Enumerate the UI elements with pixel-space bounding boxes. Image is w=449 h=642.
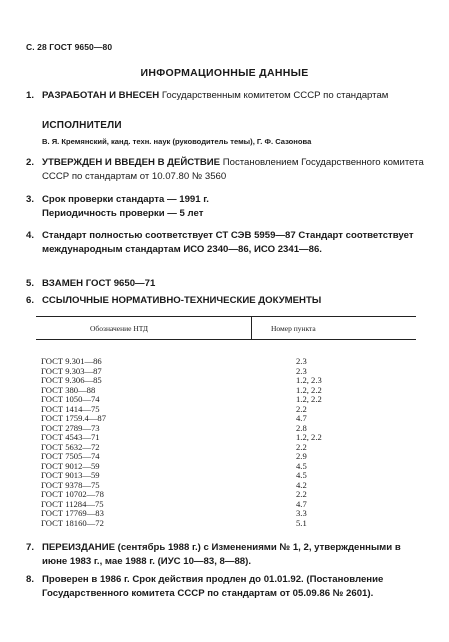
item-3-line-1: Срок проверки стандарта — 1991 г.: [42, 194, 209, 205]
table-row-point: 1.2, 2.2: [296, 384, 322, 395]
table-row-point: 5.1: [296, 517, 307, 528]
item-6-heading: ССЫЛОЧНЫЕ НОРМАТИВНО-ТЕХНИЧЕСКИЕ ДОКУМЕНТЫ: [42, 295, 322, 306]
table-row-point: 1.2, 2.2: [296, 394, 322, 404]
item-5-number: 5.: [26, 278, 35, 289]
item-1-number: 1.: [26, 90, 35, 101]
table-row-doc: ГОСТ 1414—75: [41, 403, 100, 414]
item-7-heading: ПЕРЕИЗДАНИЕ: [42, 542, 115, 553]
table-row-point: 1.2, 2.3: [296, 375, 322, 385]
column-header-point: Номер пункта: [271, 324, 316, 333]
table-row-doc: ГОСТ 7505—74: [41, 451, 100, 461]
table-row-doc: ГОСТ 11284—75: [41, 498, 104, 509]
table-row-doc: ГОСТ 1759.4—87: [41, 413, 107, 423]
item-2-heading: УТВЕРЖДЕН И ВВЕДЕН В ДЕЙСТВИЕ: [42, 157, 221, 168]
item-2: [26, 156, 426, 183]
table-row-doc: ГОСТ 9013—59: [41, 470, 100, 480]
item-3: [26, 193, 426, 220]
table-row-doc: ГОСТ 10702—78: [41, 489, 104, 499]
table-row-doc: ГОСТ 5632—72: [41, 441, 100, 452]
item-8-number: 8.: [26, 574, 35, 585]
table-row-point: 2.9: [296, 451, 307, 461]
table-row-point: 4.7: [296, 413, 307, 423]
item-7: [26, 541, 426, 568]
table-row-point: 2.2: [296, 441, 307, 452]
item-8: [26, 573, 426, 600]
table-row-doc: ГОСТ 9012—59: [41, 460, 100, 471]
table-row-doc: ГОСТ 1050—74: [41, 394, 100, 404]
item-4: [26, 229, 426, 256]
item-8-text: Проверен в 1986 г. Срок действия продлен до 01.01.92. (Постановление Государственного комитета СССР по стандартам от 05.09.86 № 2601).: [42, 574, 384, 599]
table-row-point: 2.3: [296, 356, 307, 366]
table-header-rule: [36, 339, 416, 340]
page-header: С. 28 ГОСТ 9650—80: [26, 42, 113, 52]
item-7-text: (сентябрь 1988 г.) с Изменениями № 1, 2, утвержденными в июне 1983 г., мае 1988 г. (ИУС 10—83, 8—88).: [42, 542, 401, 567]
table-top-rule: [36, 316, 416, 317]
table-column-divider: [251, 316, 252, 339]
table-row-point: 4.2: [296, 479, 307, 490]
item-2-number: 2.: [26, 157, 35, 168]
item-7-number: 7.: [26, 542, 35, 553]
item-4-text: Стандарт полностью соответствует СТ СЭВ 5959—87 Стандарт соответствует международным стандартам ИСО 2340—86, ИСО 2341—86.: [42, 230, 414, 255]
item-5: [26, 277, 426, 291]
table-row-doc: ГОСТ 2789—73: [41, 422, 100, 433]
table-row-doc: ГОСТ 18160—72: [41, 517, 104, 528]
table-row-doc: ГОСТ 9.303—87: [41, 365, 102, 376]
table-row-doc: ГОСТ 380—88: [41, 384, 96, 395]
table-row-point: 2.8: [296, 422, 307, 433]
table-row-doc: ГОСТ 17769—83: [41, 508, 104, 518]
item-2-text: Постановлением Государственного комитета СССР по стандартам от 10.07.80 № 3560: [42, 157, 424, 182]
table-row-point: 4.7: [296, 498, 307, 509]
table-row-point: 3.3: [296, 508, 307, 518]
item-6: [26, 294, 426, 308]
performers-heading: ИСПОЛНИТЕЛИ: [42, 120, 122, 131]
column-header-doc: Обозначение НТД: [90, 324, 148, 333]
table-row-point: 2.2: [296, 489, 307, 499]
item-1-text: Государственным комитетом СССР по стандартам: [159, 90, 389, 101]
item-6-number: 6.: [26, 295, 35, 306]
point-column: [296, 357, 322, 528]
item-3-line-2: Периодичность проверки — 5 лет: [42, 207, 204, 219]
performers-list: В. Я. Кремянский, канд. техн. наук (руководитель темы), Г. Ф. Сазонова: [42, 137, 312, 146]
doc-column: [41, 357, 106, 528]
table-row-point: 2.2: [296, 403, 307, 414]
item-4-number: 4.: [26, 230, 35, 241]
page-title: ИНФОРМАЦИОННЫЕ ДАННЫЕ: [140, 67, 309, 79]
table-row-point: 4.5: [296, 460, 307, 471]
item-5-heading: ВЗАМЕН ГОСТ 9650—71: [42, 278, 156, 289]
table-row-point: 4.5: [296, 470, 307, 480]
table-row-point: 1.2, 2.2: [296, 432, 322, 442]
table-row-doc: ГОСТ 9378—75: [41, 479, 100, 490]
table-row-doc: ГОСТ 9.301—86: [41, 356, 102, 366]
table-row-doc: ГОСТ 9.306—85: [41, 375, 102, 385]
item-1: [26, 89, 426, 103]
item-1-heading: РАЗРАБОТАН И ВНЕСЕН: [42, 90, 160, 101]
table-row-doc: ГОСТ 4543—71: [41, 432, 100, 442]
item-3-number: 3.: [26, 194, 35, 205]
table-row-point: 2.3: [296, 365, 307, 376]
